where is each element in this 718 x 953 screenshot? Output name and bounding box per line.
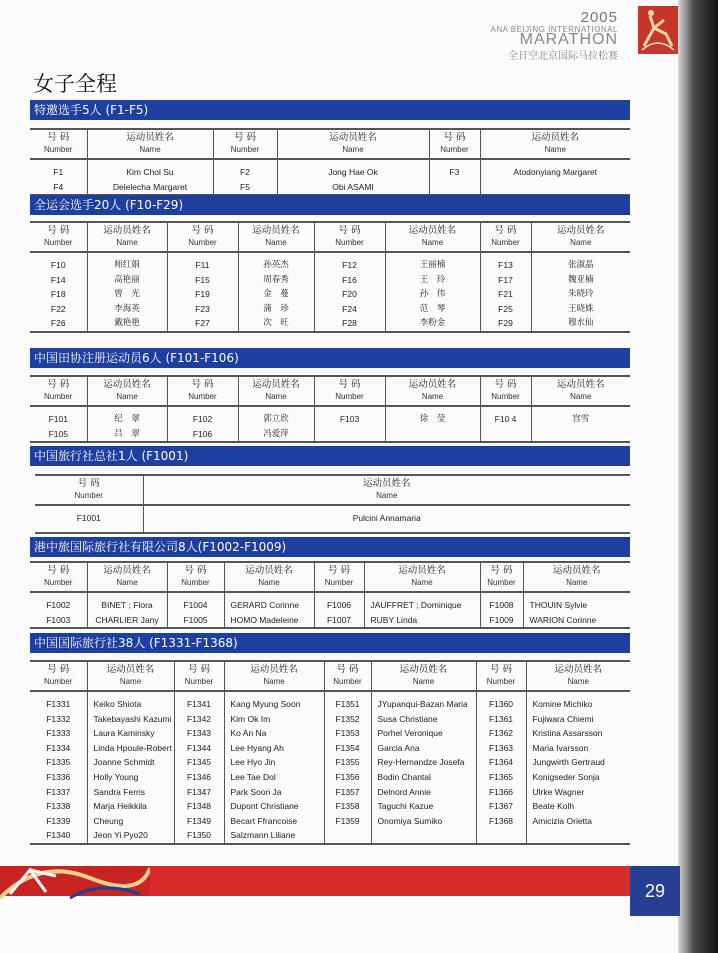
name-cell: Kang Myung Soon Kim Ok Im Ko An Na Lee Hyang Ah Lee Hyo Jin Lee Tae Dol Park Soon Ja Dupont Christiane Becart Ffrancoise Salzmann Liliane bbox=[224, 691, 324, 844]
name-cell: Pulcini Annamaria bbox=[143, 505, 630, 533]
number-header: 号 码 Number bbox=[35, 475, 143, 505]
name-cell: THOUIN Sylvie WARION Corinne bbox=[523, 592, 630, 628]
table-body-row bbox=[30, 691, 630, 844]
section-cits bbox=[30, 633, 630, 845]
name-header: 运动员姓名 Name bbox=[385, 222, 480, 252]
number-header: 号 码 Number bbox=[314, 222, 385, 252]
name-cell: Komine Michiko Fujiwara Chiemi Kristina Assarsson Maria Ivarsson Jungwirth Gertraud Konigseder Sonja Ulrke Wagner Beate Kolh Amicizia Orietta bbox=[526, 691, 630, 844]
table-body-row bbox=[30, 252, 630, 332]
athlete-table bbox=[30, 375, 630, 443]
number-cell: F1006 F1007 bbox=[314, 592, 364, 628]
number-cell: F2 F5 bbox=[213, 159, 277, 195]
number-header: 号 码 Number bbox=[30, 562, 87, 592]
footer-runner-graphic bbox=[0, 858, 150, 902]
athlete-table bbox=[30, 561, 630, 629]
name-header: 运动员姓名 Name bbox=[238, 376, 314, 406]
page-binding-shadow bbox=[678, 0, 718, 953]
number-cell: F1 F4 bbox=[30, 159, 87, 195]
name-header: 运动员姓名 Name bbox=[371, 661, 476, 691]
athlete-table bbox=[30, 128, 630, 196]
number-header: 号 码 Number bbox=[213, 129, 277, 159]
name-header: 运动员姓名 Name bbox=[480, 129, 630, 159]
number-cell: F102 F106 bbox=[167, 406, 238, 442]
name-cell: GERARD Corinne HOMO Madeleine bbox=[224, 592, 314, 628]
name-header: 运动员姓名 Name bbox=[224, 562, 314, 592]
number-header: 号 码 Number bbox=[174, 661, 224, 691]
number-header: 号 码 Number bbox=[324, 661, 371, 691]
table-header-row bbox=[30, 661, 630, 691]
number-cell: F3 bbox=[429, 159, 480, 195]
header-year: 2005 bbox=[580, 9, 618, 26]
name-cell: JAUFFRET ; Dominique RUBY Linda bbox=[364, 592, 480, 628]
athlete-table bbox=[30, 660, 630, 845]
header-chinese-title: 全日空北京国际马拉松赛 bbox=[508, 51, 618, 62]
name-cell: 师红娟 高艳丽 曾 光 李海英 戴艳艳 bbox=[87, 252, 167, 332]
name-cell: JYupanqui-Bazan Maria Susa Christiane Porhel Veronique Garcia Ana Rey-Hernandze Josefa Bodin Chantal Delnord Annie Taguchi Kazue Onomiya Sumiko bbox=[371, 691, 476, 844]
section-title: 中国旅行社总社1人 (F1001) bbox=[30, 446, 630, 466]
number-cell: F1004 F1005 bbox=[167, 592, 224, 628]
number-header: 号 码 Number bbox=[30, 222, 87, 252]
name-header: 运动员姓名 Name bbox=[385, 376, 480, 406]
name-cell: Jong Hae Ok Obi ASAMI bbox=[277, 159, 429, 195]
name-cell: 张淑晶 魏亚楠 朱晓玲 王晓姝 穆水仙 bbox=[531, 252, 630, 332]
name-cell: 徐 莹 bbox=[385, 406, 480, 442]
section-title: 港中旅国际旅行社有限公司8人(F1002-F1009) bbox=[30, 537, 630, 557]
number-header: 号 码 Number bbox=[314, 376, 385, 406]
name-header: 运动员姓名 Name bbox=[364, 562, 480, 592]
name-header: 运动员姓名 Name bbox=[531, 222, 630, 252]
number-header: 号 码 Number bbox=[480, 222, 531, 252]
number-cell: F12 F16 F20 F24 F28 bbox=[314, 252, 385, 332]
number-header: 号 码 Number bbox=[30, 661, 87, 691]
section-national-games bbox=[30, 195, 630, 333]
number-header: 号 码 Number bbox=[167, 562, 224, 592]
number-cell: F13 F17 F21 F25 F29 bbox=[480, 252, 531, 332]
table-header-row bbox=[30, 562, 630, 592]
number-header: 号 码 Number bbox=[314, 562, 364, 592]
number-cell: F10 4 bbox=[480, 406, 531, 442]
number-header: 号 码 Number bbox=[167, 376, 238, 406]
header-subtitle: ANA BEIJING INTERNATIONAL bbox=[490, 25, 618, 34]
table-header-row bbox=[30, 129, 630, 159]
section-caa-registered bbox=[30, 348, 630, 443]
marathon-runner-logo bbox=[638, 6, 678, 54]
table-header-row bbox=[30, 222, 630, 252]
name-header: 运动员姓名 Name bbox=[87, 222, 167, 252]
section-cts-hq bbox=[30, 446, 630, 534]
number-cell: F1360 F1361 F1362 F1363 F1364 F1365 F1366 F1367 F1368 bbox=[476, 691, 526, 844]
name-cell: 宫雪 bbox=[531, 406, 630, 442]
number-cell: F1008 F1009 bbox=[480, 592, 523, 628]
number-cell: F1331 F1332 F1333 F1334 F1335 F1336 F1337 F1338 F1339 F1340 bbox=[30, 691, 87, 844]
name-cell: 王丽楠 王 玲 孙 伟 范 琴 李粉金 bbox=[385, 252, 480, 332]
number-header: 号 码 Number bbox=[429, 129, 480, 159]
name-cell: 纪 翠 吕 翠 bbox=[87, 406, 167, 442]
table-body-row bbox=[30, 406, 630, 442]
number-header: 号 码 Number bbox=[167, 222, 238, 252]
athlete-table bbox=[35, 474, 630, 534]
table-body-row bbox=[35, 505, 630, 533]
number-cell: F11 F15 F19 F23 F27 bbox=[167, 252, 238, 332]
number-cell: F101 F105 bbox=[30, 406, 87, 442]
name-header: 运动员姓名 Name bbox=[143, 475, 630, 505]
section-title: 中国田协注册运动员6人 (F101-F106) bbox=[30, 348, 630, 368]
number-cell: F103 bbox=[314, 406, 385, 442]
name-header: 运动员姓名 Name bbox=[87, 562, 167, 592]
section-title: 中国国际旅行社38人 (F1331-F1368) bbox=[30, 633, 630, 653]
section-title: 全运会选手20人 (F10-F29) bbox=[30, 195, 630, 215]
number-cell: F1002 F1003 bbox=[30, 592, 87, 628]
table-header-row bbox=[30, 376, 630, 406]
number-cell: F1341 F1342 F1343 F1344 F1345 F1346 F1347 F1348 F1349 F1350 bbox=[174, 691, 224, 844]
table-header-row bbox=[35, 475, 630, 505]
name-cell: 孙英杰 周春秀 金 蔓 蒲 珍 次 旺 bbox=[238, 252, 314, 332]
table-body-row bbox=[30, 159, 630, 195]
name-header: 运动员姓名 Name bbox=[87, 661, 174, 691]
section-invited bbox=[30, 100, 630, 196]
section-hkcts bbox=[30, 537, 630, 629]
name-header: 运动员姓名 Name bbox=[238, 222, 314, 252]
name-header: 运动员姓名 Name bbox=[526, 661, 630, 691]
number-header: 号 码 Number bbox=[30, 376, 87, 406]
number-cell: F1001 bbox=[35, 505, 143, 533]
name-header: 运动员姓名 Name bbox=[87, 376, 167, 406]
name-cell: Keiko Shiota Takebayashi Kazumi Laura Kaminsky Linda Hpoule-Robert Joanne Schmidt Holly Young Sandra Ferris Marja Heikkila Cheung Jeon Yi Pyo20 bbox=[87, 691, 174, 844]
name-header: 运动员姓名 Name bbox=[531, 376, 630, 406]
section-title: 特邀选手5人 (F1-F5) bbox=[30, 100, 630, 120]
name-cell: Atodonyiang Margaret bbox=[480, 159, 630, 195]
number-cell: F1351 F1352 F1353 F1354 F1355 F1356 F1357 F1358 F1359 bbox=[324, 691, 371, 844]
name-cell: BINET ; Flora CHARLIER Jany bbox=[87, 592, 167, 628]
number-header: 号 码 Number bbox=[30, 129, 87, 159]
name-cell: Kim Chol Su Delelecha Margaret bbox=[87, 159, 213, 195]
name-header: 运动员姓名 Name bbox=[224, 661, 324, 691]
name-header: 运动员姓名 Name bbox=[523, 562, 630, 592]
name-header: 运动员姓名 Name bbox=[277, 129, 429, 159]
page-title: 女子全程 bbox=[33, 72, 117, 96]
table-body-row bbox=[30, 592, 630, 628]
number-header: 号 码 Number bbox=[480, 376, 531, 406]
number-header: 号 码 Number bbox=[476, 661, 526, 691]
name-header: 运动员姓名 Name bbox=[87, 129, 213, 159]
number-cell: F10 F14 F18 F22 F26 bbox=[30, 252, 87, 332]
number-header: 号 码 Number bbox=[480, 562, 523, 592]
name-cell: 郭立欣 冯爱萍 bbox=[238, 406, 314, 442]
header-marathon-title: MARATHON bbox=[519, 31, 618, 48]
page-number: 29 bbox=[630, 866, 680, 916]
athlete-table bbox=[30, 221, 630, 333]
